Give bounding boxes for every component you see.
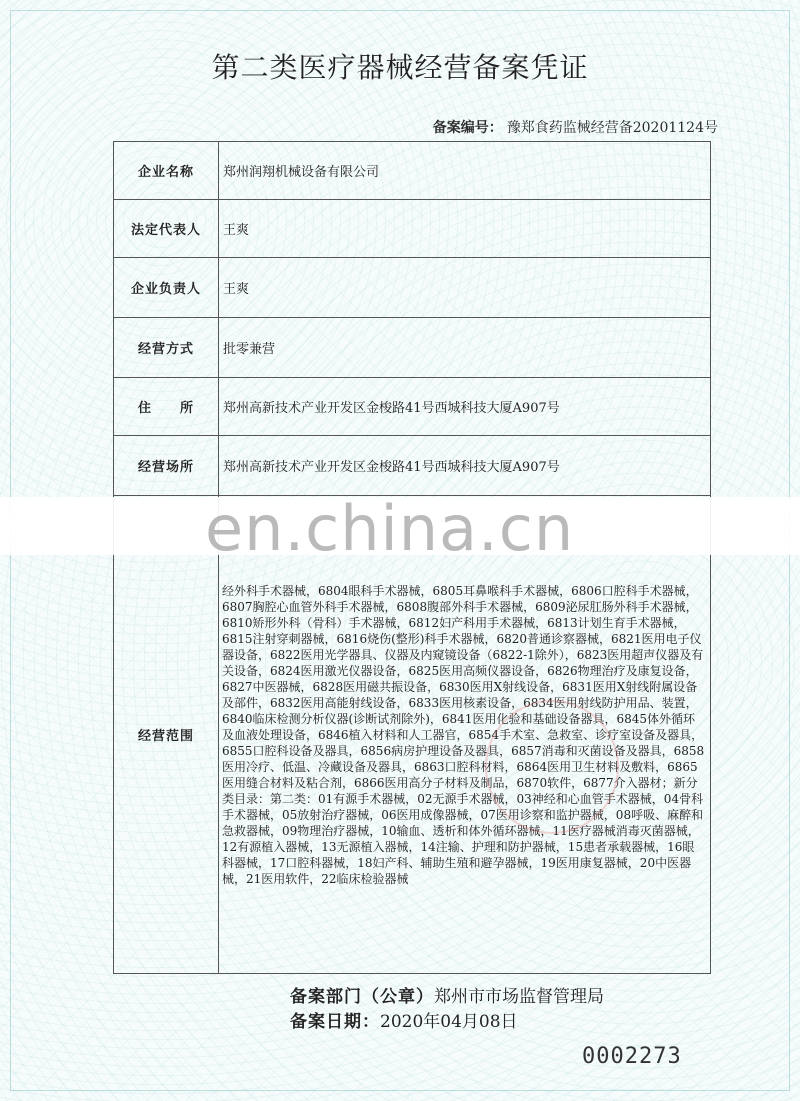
business-mode-label: 经营方式 <box>114 318 219 378</box>
business-mode-value: 批零兼营 <box>219 318 711 378</box>
department-line <box>290 985 604 1010</box>
residence-label: 住 所 <box>114 378 219 436</box>
filing-number <box>433 117 718 137</box>
row-residence <box>114 378 711 436</box>
business-place-value: 郑州高新技术产业开发区金梭路41号西城科技大厦A907号 <box>219 436 711 496</box>
residence-value: 郑州高新技术产业开发区金梭路41号西城科技大厦A907号 <box>219 378 711 436</box>
filing-number-label: 备案编号： <box>432 120 503 136</box>
legal-rep-label: 法定代表人 <box>114 200 219 258</box>
business-scope-label: 经营范围 <box>114 496 219 974</box>
row-enterprise-name <box>114 142 711 200</box>
person-in-charge-value: 王爽 <box>219 258 711 318</box>
row-business-place <box>114 436 711 496</box>
business-scope-value: 经外科手术器械，6804眼科手术器械，6805耳鼻喉科手术器械，6806口腔科手术器械，6807胸腔心血管外科手术器械，6808腹部外科手术器械，6809泌尿肛肠外科手术器械，6810矫形外科（骨科）手术器械，6812妇产科用手术器械，6813计划生育手术器械，6815注射穿刺器械，6816烧伤(整形)科手术器械，6820普通诊察器械，6821医用电子仪器设备，6822医用光学器具、仪器及内窥镜设备（6822-1除外），6823医用超声仪器及有关设备，6824医用激光仪器设备，6825医用高频仪器设备，6826物理治疗及康复设备，6827中医器械，6828医用磁共振设备，6830医用X射线设备，6831医用X射线附属设备及部件，6832医用高能射线设备，6833医用核素设备，6834医用射线防护用品、装置，6840临床检测分析仪器(诊断试剂除外)，6841医用化验和基础设备器具，6845体外循环及血液处理设备，6846植入材料和人工器官，6854手术室、急救室、诊疗室设备及器具，6855口腔科设备及器具，6856病房护理设备及器具，6857消毒和灭菌设备及器具，6858医用冷疗、低温、冷藏设备及器具，6863口腔科材料，6864医用卫生材料及敷料，6865医用缝合材料及粘合剂，6866医用高分子材料及制品，6870软件，6877介入器材；新分类目录：第二类：01有源手术器械，02无源手术器械，03神经和心血管手术器械，04骨科手术器械，05放射治疗器械，06医用成像器械，07医用诊察和监护器械，08呼吸、麻醉和急救器械，09物理治疗器械，10输血、透析和体外循环器械，11医疗器械消毒灭菌器械，12有源植入器械，13无源植入器械，14注输、护理和防护器械，15患者承载器械，16眼科器械，17口腔科器械，18妇产科、辅助生殖和避孕器械，19医用康复器械，20中医器械，21医用软件，22临床检验器械 <box>219 496 711 974</box>
watermark-text: en.china.cn <box>205 492 575 565</box>
official-seal-mark <box>485 700 619 834</box>
person-in-charge-label: 企业负责人 <box>114 258 219 318</box>
row-legal-rep <box>114 200 711 258</box>
date-line <box>290 1010 604 1035</box>
row-person-in-charge <box>114 258 711 318</box>
date-value: 2020年04月08日 <box>380 1012 518 1032</box>
row-business-scope <box>114 496 711 974</box>
department-value: 郑州市市场监督管理局 <box>434 987 604 1007</box>
enterprise-name-label: 企业名称 <box>114 142 219 200</box>
row-business-mode <box>114 318 711 378</box>
serial-number: 0002273 <box>582 1044 682 1069</box>
enterprise-name-value: 郑州润翔机械设备有限公司 <box>219 142 711 200</box>
filing-number-value: 豫郑食药监械经营备20201124号 <box>506 120 718 136</box>
business-place-label: 经营场所 <box>114 436 219 496</box>
legal-rep-value: 王爽 <box>219 200 711 258</box>
department-label: 备案部门（公章） <box>290 987 434 1007</box>
document-title: 第二类医疗器械经营备案凭证 <box>211 51 589 84</box>
date-label: 备案日期： <box>290 1012 380 1032</box>
footer-block <box>290 985 604 1035</box>
